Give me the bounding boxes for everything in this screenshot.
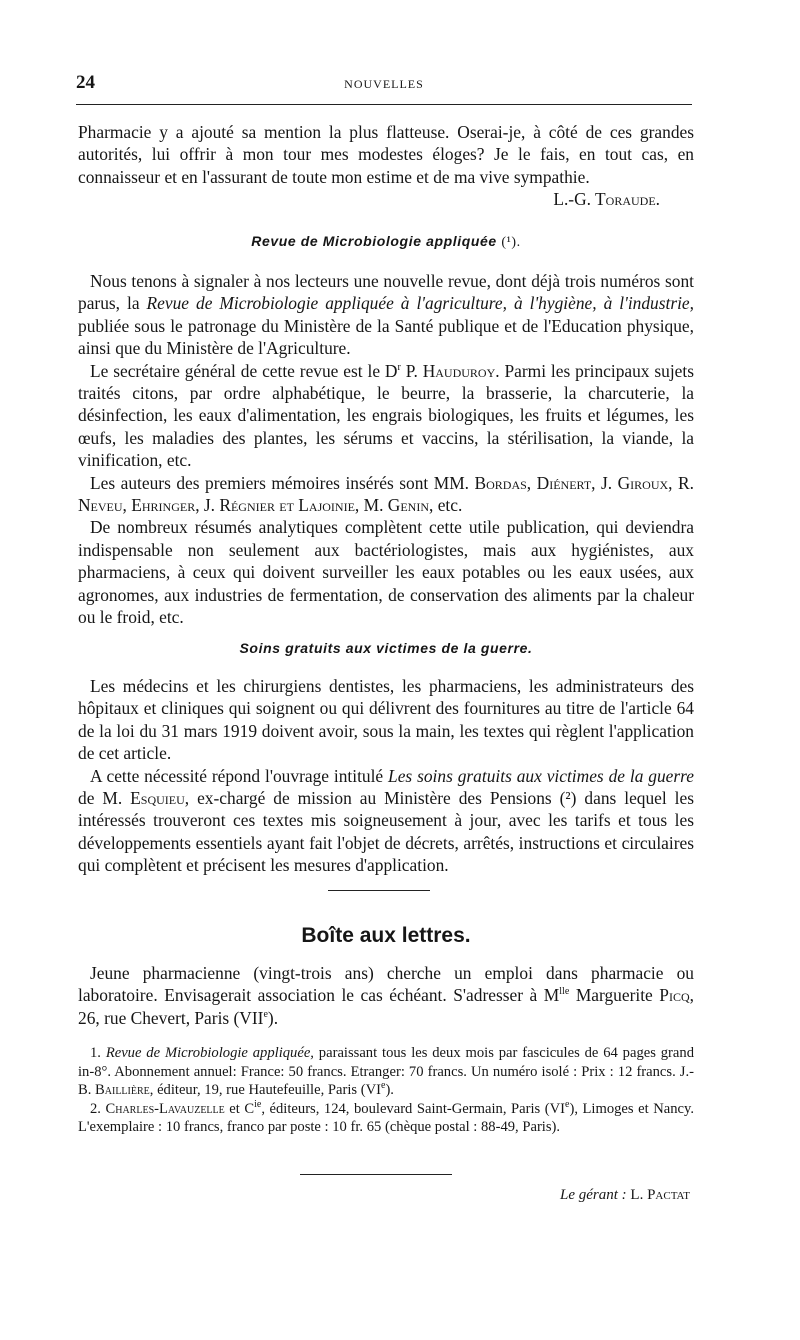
s1p2-sup: r: [397, 361, 401, 373]
page-number: 24: [76, 72, 95, 93]
fn2-sup2: e: [565, 1098, 570, 1110]
section1-paragraph-1: [78, 270, 694, 360]
fn2-text-c: ), Limoges et Nancy. L'exemplaire : 10 francs, franco par poste : 10 fr. 65 (chèque postal : 88-49, Paris).: [78, 1100, 694, 1136]
footnote-2: [78, 1100, 694, 1137]
s1p3-text-a: Les auteurs des premiers mémoires insérés sont MM.: [90, 472, 475, 493]
section1-title-note: (¹).: [501, 235, 521, 250]
gerant-name: L. Pactat: [630, 1187, 690, 1203]
s1p1-text-a: Nous tenons à signaler à nos lecteurs une nouvelle revue, dont déjà trois numéros sont parus, la: [78, 271, 694, 314]
footnotes: [78, 1044, 694, 1137]
boite-text-a: Jeune pharmacienne (vingt-trois ans) cherche un emploi dans pharmacie ou laboratoire. Envisagerait association le cas échéant. S'adresser à M: [78, 963, 694, 1006]
header-rule: [76, 104, 692, 105]
fn1-text-a: paraissant tous les deux mois par fascicules de 64 pages grand in-8°. Abonnement annuel: France: 50 francs. Etranger: 70 francs. Un numéro isolé : Prix : 12 francs. J.-B.: [78, 1045, 694, 1099]
s2p2-text-b: de M.: [78, 788, 131, 809]
boite-title: Boîte aux lettres.: [301, 924, 471, 947]
fn2-sup: ie: [254, 1098, 262, 1110]
gerant-label: Le gérant :: [560, 1187, 627, 1203]
s1p3-text-b: etc.: [433, 495, 463, 516]
boite-paragraph: [78, 962, 694, 1029]
gerant-line: [560, 1187, 690, 1204]
section1-body: [78, 270, 694, 629]
boite-text-d: ).: [267, 1007, 279, 1028]
boite-name: Picq: [659, 985, 690, 1006]
fn1-num: 1.: [90, 1045, 101, 1061]
s1p1-text-b: publiée sous le patronage du Ministère de la Santé publique et de l'Education physique, ainsi que du Ministère de l'Agriculture.: [78, 315, 694, 359]
s2p2-book-title: Les soins gratuits aux victimes de la guerre: [388, 765, 694, 786]
section-separator: [328, 890, 430, 891]
fn1-title: Revue de Microbiologie appliquée,: [105, 1045, 314, 1061]
s1p1-journal-title: Revue de Microbiologie appliquée à l'agriculture, à l'hygiène, à l'industrie,: [146, 293, 695, 314]
section1-title: Revue de Microbiologie appliquée: [251, 233, 497, 249]
section2-title: Soins gratuits aux victimes de la guerre.: [239, 640, 533, 656]
s2p2-name: Esquieu: [130, 788, 185, 809]
s2p2-text-a: A cette nécessité répond l'ouvrage intitulé: [90, 765, 389, 786]
section1-paragraph-2: [78, 360, 694, 472]
s1p2-text-a: Le secrétaire général de cette revue est le D: [90, 360, 398, 381]
footnote-1: [78, 1044, 694, 1100]
section2-paragraph-2: [78, 765, 694, 877]
intro-paragraph: [78, 121, 694, 211]
boite-text-c: , 26, rue Chevert, Paris (VII: [78, 985, 694, 1028]
section2-paragraph-1: Les médecins et les chirurgiens dentistes, les pharmaciens, les administrateurs des hôpitaux et cliniques qui soignent ou qui délivrent des fournitures au titre de l'article 64 de la loi du 31 mars 1919 doivent avoir, sous la main, les textes qui règlent l'application de cet article.: [78, 676, 694, 764]
boite-sup2: e: [263, 1009, 268, 1021]
signature: L.-G. Toraude.: [553, 189, 660, 210]
intro-text: Pharmacie y a ajouté sa mention la plus flatteuse. Oserai-je, à côté de ces grandes autorités, lui offrir à mon tour mes modestes éloges? Je le fais, en tout cas, en connaisseur et en l'assurant de toute mon estime et de ma vive sympathie.: [78, 122, 694, 187]
s1p3-authors: Bordas, Diénert, J. Giroux, R. Neveu, Ehringer, J. Régnier et Lajoinie, M. Genin,: [78, 472, 694, 516]
page-header: [76, 72, 692, 94]
running-head: NOUVELLES: [344, 77, 424, 91]
fn2-num: 2.: [90, 1100, 101, 1117]
boite-sup: lle: [559, 986, 570, 998]
fn2-text-a: et C: [224, 1100, 255, 1117]
boite-text-b: Marguerite: [569, 985, 660, 1006]
fn1-text-c: ).: [385, 1082, 394, 1099]
s1p2-name: Hauduroy: [422, 360, 496, 381]
section2-body: [78, 675, 694, 877]
footnote-end-rule: [300, 1174, 452, 1175]
section1-paragraph-3: [78, 472, 694, 517]
boite-body: [78, 962, 694, 1029]
fn2-name: Charles-Lavauzelle: [105, 1100, 225, 1117]
fn1-text-b: , éditeur, 19, rue Hautefeuille, Paris (VI: [149, 1082, 381, 1099]
fn1-name: Baillière: [95, 1082, 150, 1099]
s1p2-text-b: P.: [400, 360, 423, 381]
fn2-text-b: , éditeurs, 124, boulevard Saint-Germain, Paris (VI: [261, 1100, 565, 1117]
s1p2-text-c: . Parmi les principaux sujets traités citons, par ordre alphabétique, le beurre, la brasserie, la charcuterie, la désinfection, les eaux d'alimentation, les engrais biologiques, les fruits et légumes, les œufs, les maladies des plantes, les sérums et vaccins, la stérilisation, la viande, la vinification, etc.: [78, 360, 694, 471]
fn1-sup: e: [380, 1080, 386, 1092]
section1-paragraph-4: De nombreux résumés analytiques complètent cette utile publication, qui deviendra indispensable non seulement aux bactériologistes, mais aux hygiénistes, aux pharmaciens, à ceux qui doivent surveiller les eaux potables ou les eaux usées, aux agronomes, aux industries de fermentation, de conservation des aliments par la chaleur ou le froid, etc.: [78, 517, 694, 628]
section-title-microbiologie: [78, 233, 694, 251]
s2p2-text-c: , ex-chargé de mission au Ministère des Pensions (²) dans lequel les intéressés trouveront ces textes mis soigneusement à jour, avec les tarifs et tous les développements essentiels ayant fait l'objet de décrets, arrêtés, instructions et circulaires qui complètent et précisent les mesures d'application.: [78, 788, 695, 876]
